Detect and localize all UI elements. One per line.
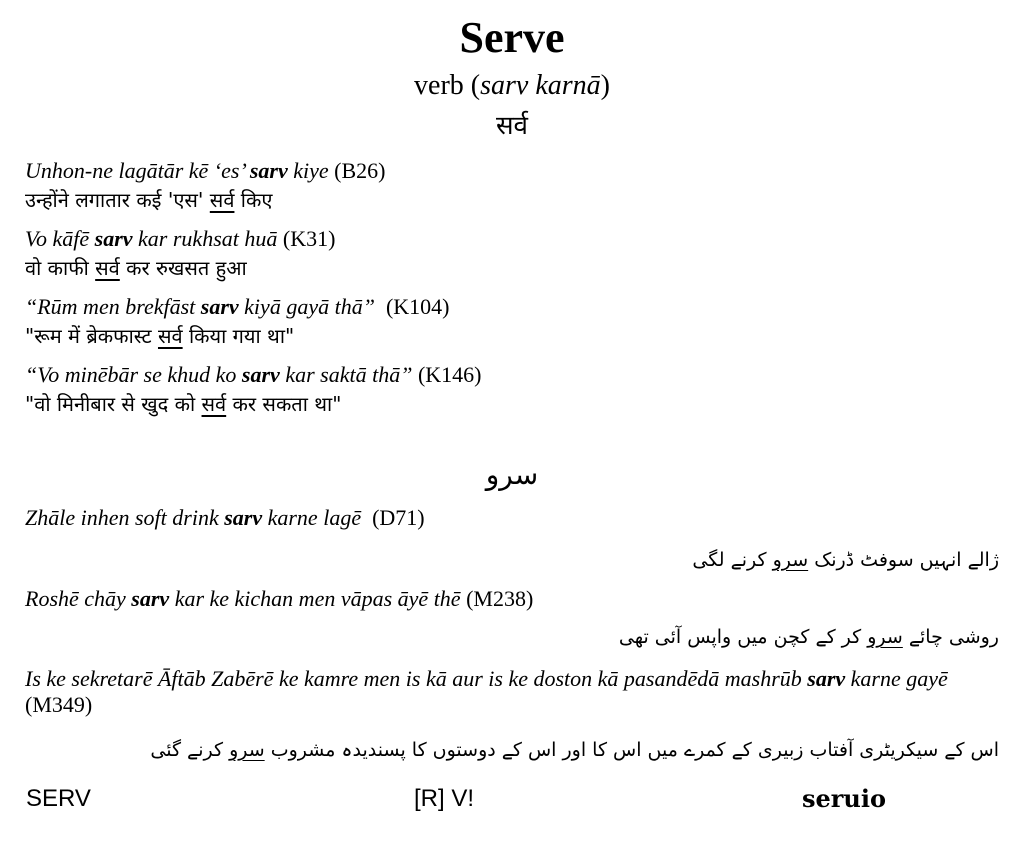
example-romanized: “Rūm men brekfāst sarv kiyā gayā thā” (K104) — [25, 294, 450, 319]
part-of-speech: verb (sarv karnā) — [414, 70, 610, 101]
example-romanized: Roshē chāy sarv kar ke kichan men vāpas āyē thē (M238) — [25, 586, 534, 611]
footer-code-right: seruio — [802, 784, 886, 813]
example-romanized: “Vo minēbār se khud ko sarv kar saktā thā” (K146) — [25, 362, 482, 387]
example-urdu: اس کے سیکریٹری آفتاب زبیری کے کمرے میں اس کا اور اس کے دوستوں کا پسندیدہ مشروب سرو کرنے گئی — [150, 739, 999, 761]
example-reference: (B26) — [334, 158, 386, 183]
example-reference: (K146) — [417, 362, 482, 387]
example-urdu: روشی چائے سرو کر کے کچن میں واپس آئی تھی — [618, 626, 999, 648]
example-reference: (K104) — [385, 294, 450, 319]
hindi-headword: सर्व — [495, 111, 529, 141]
example-romanized: Vo kāfē sarv kar rukhsat huā (K31) — [25, 226, 336, 251]
example-reference: (K31) — [282, 226, 336, 251]
example-romanized: Is ke sekretarē Āftāb Zabērē ke kamre men is kā aur is ke doston kā pasandēdā mashrūb sarv karne gayē (M349) — [25, 666, 948, 717]
headword-title: Serve — [459, 13, 565, 62]
example-hindi: उन्होंने लगातार कई 'एस' सर्व किए — [25, 188, 273, 212]
urdu-headword: سرو — [485, 458, 539, 491]
footer-code-center: [R] V! — [414, 785, 475, 812]
example-urdu: ژالے انہیں سوفٹ ڈرنک سرو کرنے لگی — [692, 549, 999, 571]
example-hindi: वो काफी सर्व कर रुखसत हुआ — [25, 256, 247, 280]
example-hindi: "रूम में ब्रेकफास्ट सर्व किया गया था" — [25, 324, 295, 348]
example-romanized: Zhāle inhen soft drink sarv karne lagē (D71) — [25, 505, 425, 530]
footer-code-left: SERV — [26, 785, 91, 812]
example-reference: (D71) — [372, 505, 425, 530]
example-reference: (M238) — [466, 586, 534, 611]
example-reference: (M349) — [25, 692, 93, 717]
example-hindi: "वो मिनीबार से खुद को सर्व कर सकता था" — [25, 392, 342, 416]
example-romanized: Unhon-ne lagātār kē ‘es’ sarv kiye (B26) — [25, 158, 386, 183]
